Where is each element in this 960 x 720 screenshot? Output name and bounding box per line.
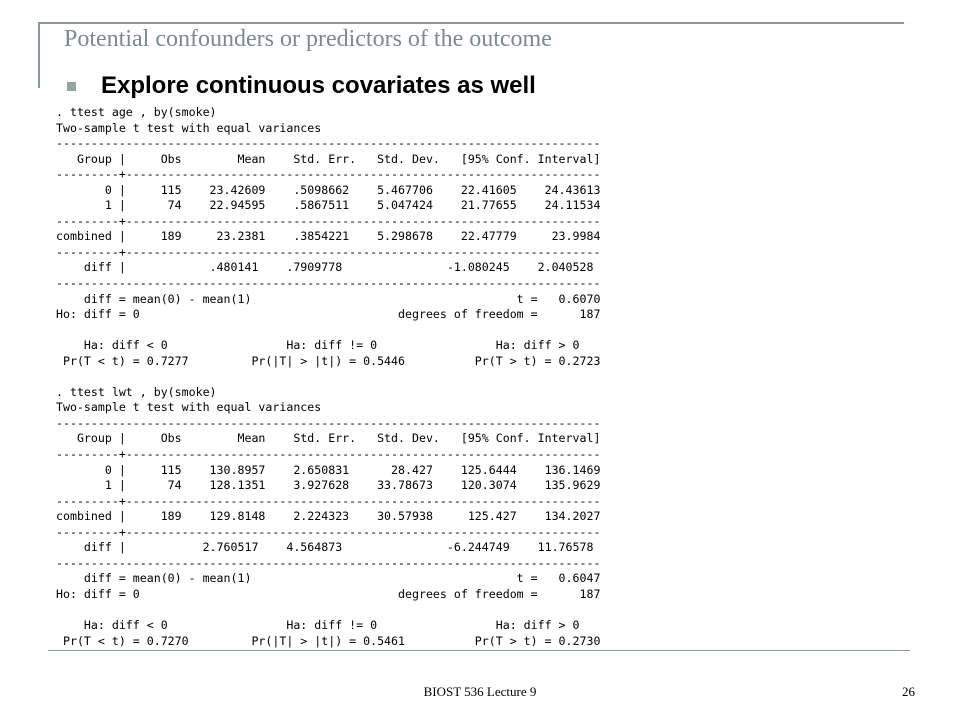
bullet-text: Explore continuous covariates as well (101, 72, 536, 99)
footer-rule (48, 650, 910, 651)
stata-ttest-output: . ttest age , by(smoke) Two-sample t test with equal variances ------------------------------------------------------------------------------ Group | Obs Mean Std. Err. Std. Dev. [95% Conf. Interval] ---------+-------------------------------------------------------------------- 0 | 115 23.42609 .5098662 5.467706 22.41605 24.43613 1 | 74 22.94595 .5867511 5.047424 21.77655 24.11534 ---------+-------------------------------------------------------------------- combined | 189 23.2381 .3854221 5.298678 22.47779 23.9984 ---------+-------------------------------------------------------------------- diff | .480141 .7909778 -1.080245 2.040528 ------------------------------------------------------------------------------ diff = mean(0) - mean(1) t = 0.6070 Ho: diff = 0 degrees of freedom = 187 Ha: diff < 0 Ha: diff != 0 Ha: diff > 0 Pr(T < t) = 0.7277 Pr(|T| > |t|) = 0.5446 Pr(T > t) = 0.2723 . ttest lwt , by(smoke) Two-sample t test with equal variances ------------------------------------------------------------------------------ Group | Obs Mean Std. Err. Std. Dev. [95% Conf. Interval] ---------+-------------------------------------------------------------------- 0 | 115 130.8957 2.650831 28.427 125.6444 136.1469 1 | 74 128.1351 3.927628 33.78673 120.3074 135.9629 ---------+-------------------------------------------------------------------- combined | 189 129.8148 2.224323 30.57938 125.427 134.2027 ---------+-------------------------------------------------------------------- diff | 2.760517 4.564873 -6.244749 11.76578 ------------------------------------------------------------------------------ diff = mean(0) - mean(1) t = 0.6047 Ho: diff = 0 degrees of freedom = 187 Ha: diff < 0 Ha: diff != 0 Ha: diff > 0 Pr(T < t) = 0.7270 Pr(|T| > |t|) = 0.5461 Pr(T > t) = 0.2730 (56, 105, 601, 648)
slide-title: Potential confounders or predictors of the outcome (64, 26, 552, 52)
title-accent-vertical-rule (38, 22, 40, 88)
title-accent-horizontal-rule (38, 22, 904, 24)
bullet-square-icon (67, 82, 76, 91)
slide-footer: BIOST 536 Lecture 9 (423, 684, 537, 699)
page-number: 26 (902, 684, 915, 699)
